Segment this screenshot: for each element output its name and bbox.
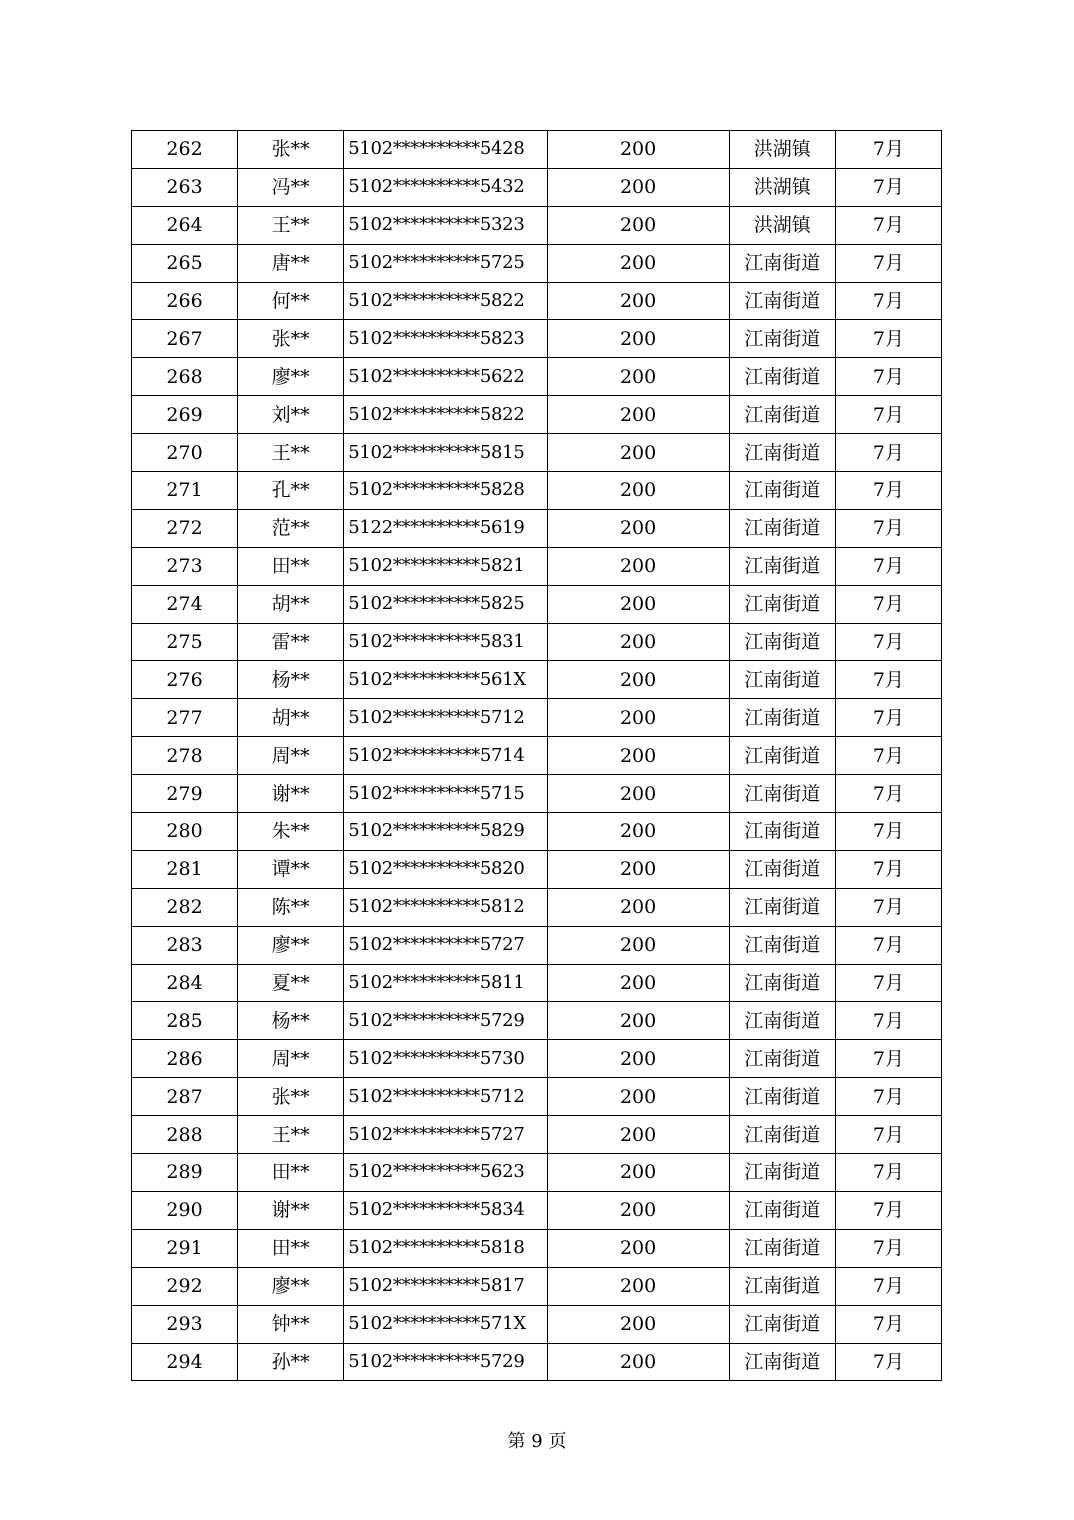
- id-number-cell: 5102**********5623: [344, 1154, 547, 1192]
- month-cell: 7月: [835, 168, 941, 206]
- table-row: [132, 472, 942, 510]
- id-number-cell: 5102**********5727: [344, 1116, 547, 1154]
- row-number-cell: 289: [132, 1154, 238, 1192]
- name-cell: 谢**: [238, 1191, 344, 1229]
- name-cell: 谢**: [238, 775, 344, 813]
- month-cell: 7月: [835, 434, 941, 472]
- name-cell: 唐**: [238, 244, 344, 282]
- name-cell: 廖**: [238, 926, 344, 964]
- id-number-cell: 5102**********5725: [344, 244, 547, 282]
- table-row: [132, 547, 942, 585]
- id-number-cell: 5102**********5812: [344, 888, 547, 926]
- amount-cell: 200: [547, 699, 729, 737]
- row-number-cell: 278: [132, 737, 238, 775]
- row-number-cell: 275: [132, 623, 238, 661]
- name-cell: 张**: [238, 131, 344, 169]
- month-cell: 7月: [835, 850, 941, 888]
- area-cell: 江南街道: [729, 320, 835, 358]
- table-row: [132, 813, 942, 851]
- name-cell: 廖**: [238, 358, 344, 396]
- row-number-cell: 293: [132, 1305, 238, 1343]
- name-cell: 田**: [238, 1154, 344, 1192]
- row-number-cell: 292: [132, 1267, 238, 1305]
- month-cell: 7月: [835, 888, 941, 926]
- row-number-cell: 291: [132, 1229, 238, 1267]
- table-row: [132, 850, 942, 888]
- amount-cell: 200: [547, 320, 729, 358]
- row-number-cell: 262: [132, 131, 238, 169]
- amount-cell: 200: [547, 737, 729, 775]
- amount-cell: 200: [547, 1154, 729, 1192]
- amount-cell: 200: [547, 888, 729, 926]
- amount-cell: 200: [547, 775, 729, 813]
- area-cell: 江南街道: [729, 1305, 835, 1343]
- month-cell: 7月: [835, 472, 941, 510]
- month-cell: 7月: [835, 358, 941, 396]
- row-number-cell: 279: [132, 775, 238, 813]
- month-cell: 7月: [835, 964, 941, 1002]
- month-cell: 7月: [835, 1116, 941, 1154]
- amount-cell: 200: [547, 661, 729, 699]
- table-row: [132, 131, 942, 169]
- area-cell: 江南街道: [729, 472, 835, 510]
- name-cell: 田**: [238, 547, 344, 585]
- id-number-cell: 5102**********5822: [344, 396, 547, 434]
- id-number-cell: 5102**********5811: [344, 964, 547, 1002]
- row-number-cell: 263: [132, 168, 238, 206]
- amount-cell: 200: [547, 1191, 729, 1229]
- area-cell: 江南街道: [729, 775, 835, 813]
- name-cell: 王**: [238, 1116, 344, 1154]
- area-cell: 江南街道: [729, 585, 835, 623]
- amount-cell: 200: [547, 1343, 729, 1381]
- name-cell: 谭**: [238, 850, 344, 888]
- id-number-cell: 5102**********5829: [344, 813, 547, 851]
- month-cell: 7月: [835, 1343, 941, 1381]
- id-number-cell: 5102**********5727: [344, 926, 547, 964]
- id-number-cell: 5102**********561X: [344, 661, 547, 699]
- name-cell: 刘**: [238, 396, 344, 434]
- id-number-cell: 5102**********5712: [344, 699, 547, 737]
- row-number-cell: 282: [132, 888, 238, 926]
- table-row: [132, 699, 942, 737]
- amount-cell: 200: [547, 434, 729, 472]
- roster-table: [131, 130, 942, 1381]
- amount-cell: 200: [547, 206, 729, 244]
- id-number-cell: 5102**********5714: [344, 737, 547, 775]
- roster-table-body: [132, 131, 942, 1381]
- area-cell: 江南街道: [729, 1002, 835, 1040]
- month-cell: 7月: [835, 1078, 941, 1116]
- area-cell: 江南街道: [729, 244, 835, 282]
- row-number-cell: 290: [132, 1191, 238, 1229]
- table-row: [132, 509, 942, 547]
- area-cell: 江南街道: [729, 509, 835, 547]
- table-row: [132, 168, 942, 206]
- row-number-cell: 272: [132, 509, 238, 547]
- name-cell: 杨**: [238, 661, 344, 699]
- month-cell: 7月: [835, 320, 941, 358]
- month-cell: 7月: [835, 282, 941, 320]
- month-cell: 7月: [835, 775, 941, 813]
- amount-cell: 200: [547, 1078, 729, 1116]
- name-cell: 田**: [238, 1229, 344, 1267]
- area-cell: 江南街道: [729, 1078, 835, 1116]
- id-number-cell: 5102**********5715: [344, 775, 547, 813]
- area-cell: 江南街道: [729, 282, 835, 320]
- table-row: [132, 358, 942, 396]
- name-cell: 夏**: [238, 964, 344, 1002]
- name-cell: 范**: [238, 509, 344, 547]
- area-cell: 江南街道: [729, 1154, 835, 1192]
- row-number-cell: 271: [132, 472, 238, 510]
- id-number-cell: 5102**********5730: [344, 1040, 547, 1078]
- area-cell: 江南街道: [729, 850, 835, 888]
- month-cell: 7月: [835, 1154, 941, 1192]
- amount-cell: 200: [547, 1305, 729, 1343]
- id-number-cell: 5102**********5432: [344, 168, 547, 206]
- name-cell: 王**: [238, 206, 344, 244]
- amount-cell: 200: [547, 964, 729, 1002]
- table-row: [132, 964, 942, 1002]
- id-number-cell: 5102**********571X: [344, 1305, 547, 1343]
- row-number-cell: 274: [132, 585, 238, 623]
- area-cell: 江南街道: [729, 1040, 835, 1078]
- table-row: [132, 244, 942, 282]
- amount-cell: 200: [547, 131, 729, 169]
- table-row: [132, 320, 942, 358]
- table-row: [132, 1154, 942, 1192]
- month-cell: 7月: [835, 661, 941, 699]
- name-cell: 朱**: [238, 813, 344, 851]
- area-cell: 江南街道: [729, 661, 835, 699]
- id-number-cell: 5102**********5712: [344, 1078, 547, 1116]
- amount-cell: 200: [547, 1229, 729, 1267]
- table-row: [132, 1040, 942, 1078]
- row-number-cell: 276: [132, 661, 238, 699]
- table-row: [132, 434, 942, 472]
- area-cell: 江南街道: [729, 1267, 835, 1305]
- amount-cell: 200: [547, 1116, 729, 1154]
- id-number-cell: 5122**********5619: [344, 509, 547, 547]
- table-row: [132, 206, 942, 244]
- name-cell: 张**: [238, 320, 344, 358]
- name-cell: 王**: [238, 434, 344, 472]
- amount-cell: 200: [547, 472, 729, 510]
- id-number-cell: 5102**********5820: [344, 850, 547, 888]
- name-cell: 周**: [238, 737, 344, 775]
- table-row: [132, 888, 942, 926]
- table-row: [132, 1229, 942, 1267]
- id-number-cell: 5102**********5323: [344, 206, 547, 244]
- area-cell: 江南街道: [729, 926, 835, 964]
- id-number-cell: 5102**********5622: [344, 358, 547, 396]
- amount-cell: 200: [547, 585, 729, 623]
- area-cell: 江南街道: [729, 1116, 835, 1154]
- name-cell: 胡**: [238, 699, 344, 737]
- area-cell: 江南街道: [729, 888, 835, 926]
- id-number-cell: 5102**********5729: [344, 1343, 547, 1381]
- table-row: [132, 1305, 942, 1343]
- month-cell: 7月: [835, 1040, 941, 1078]
- table-row: [132, 623, 942, 661]
- month-cell: 7月: [835, 1191, 941, 1229]
- row-number-cell: 281: [132, 850, 238, 888]
- amount-cell: 200: [547, 244, 729, 282]
- month-cell: 7月: [835, 623, 941, 661]
- row-number-cell: 294: [132, 1343, 238, 1381]
- row-number-cell: 288: [132, 1116, 238, 1154]
- name-cell: 周**: [238, 1040, 344, 1078]
- month-cell: 7月: [835, 1229, 941, 1267]
- amount-cell: 200: [547, 1002, 729, 1040]
- month-cell: 7月: [835, 585, 941, 623]
- month-cell: 7月: [835, 926, 941, 964]
- row-number-cell: 269: [132, 396, 238, 434]
- month-cell: 7月: [835, 699, 941, 737]
- area-cell: 洪湖镇: [729, 206, 835, 244]
- table-row: [132, 1002, 942, 1040]
- row-number-cell: 267: [132, 320, 238, 358]
- row-number-cell: 287: [132, 1078, 238, 1116]
- month-cell: 7月: [835, 396, 941, 434]
- table-row: [132, 1343, 942, 1381]
- amount-cell: 200: [547, 509, 729, 547]
- area-cell: 洪湖镇: [729, 168, 835, 206]
- area-cell: 江南街道: [729, 358, 835, 396]
- id-number-cell: 5102**********5729: [344, 1002, 547, 1040]
- row-number-cell: 286: [132, 1040, 238, 1078]
- table-row: [132, 775, 942, 813]
- amount-cell: 200: [547, 168, 729, 206]
- area-cell: 江南街道: [729, 699, 835, 737]
- id-number-cell: 5102**********5428: [344, 131, 547, 169]
- amount-cell: 200: [547, 358, 729, 396]
- row-number-cell: 266: [132, 282, 238, 320]
- table-row: [132, 585, 942, 623]
- name-cell: 张**: [238, 1078, 344, 1116]
- id-number-cell: 5102**********5822: [344, 282, 547, 320]
- table-row: [132, 396, 942, 434]
- page-number: 第 9 页: [507, 1431, 567, 1452]
- table-row: [132, 1078, 942, 1116]
- id-number-cell: 5102**********5831: [344, 623, 547, 661]
- id-number-cell: 5102**********5815: [344, 434, 547, 472]
- month-cell: 7月: [835, 131, 941, 169]
- id-number-cell: 5102**********5823: [344, 320, 547, 358]
- amount-cell: 200: [547, 1267, 729, 1305]
- amount-cell: 200: [547, 396, 729, 434]
- area-cell: 江南街道: [729, 1229, 835, 1267]
- name-cell: 雷**: [238, 623, 344, 661]
- area-cell: 江南街道: [729, 964, 835, 1002]
- id-number-cell: 5102**********5828: [344, 472, 547, 510]
- name-cell: 钟**: [238, 1305, 344, 1343]
- amount-cell: 200: [547, 813, 729, 851]
- amount-cell: 200: [547, 926, 729, 964]
- row-number-cell: 273: [132, 547, 238, 585]
- id-number-cell: 5102**********5825: [344, 585, 547, 623]
- name-cell: 杨**: [238, 1002, 344, 1040]
- area-cell: 江南街道: [729, 1343, 835, 1381]
- name-cell: 廖**: [238, 1267, 344, 1305]
- name-cell: 冯**: [238, 168, 344, 206]
- month-cell: 7月: [835, 547, 941, 585]
- month-cell: 7月: [835, 509, 941, 547]
- amount-cell: 200: [547, 1040, 729, 1078]
- table-row: [132, 737, 942, 775]
- area-cell: 江南街道: [729, 434, 835, 472]
- area-cell: 江南街道: [729, 737, 835, 775]
- area-cell: 江南街道: [729, 396, 835, 434]
- area-cell: 江南街道: [729, 623, 835, 661]
- month-cell: 7月: [835, 813, 941, 851]
- row-number-cell: 270: [132, 434, 238, 472]
- table-row: [132, 1267, 942, 1305]
- id-number-cell: 5102**********5834: [344, 1191, 547, 1229]
- row-number-cell: 264: [132, 206, 238, 244]
- month-cell: 7月: [835, 737, 941, 775]
- row-number-cell: 284: [132, 964, 238, 1002]
- name-cell: 陈**: [238, 888, 344, 926]
- amount-cell: 200: [547, 850, 729, 888]
- row-number-cell: 268: [132, 358, 238, 396]
- amount-cell: 200: [547, 282, 729, 320]
- id-number-cell: 5102**********5818: [344, 1229, 547, 1267]
- area-cell: 洪湖镇: [729, 131, 835, 169]
- table-row: [132, 661, 942, 699]
- month-cell: 7月: [835, 1267, 941, 1305]
- row-number-cell: 283: [132, 926, 238, 964]
- area-cell: 江南街道: [729, 813, 835, 851]
- month-cell: 7月: [835, 206, 941, 244]
- name-cell: 何**: [238, 282, 344, 320]
- amount-cell: 200: [547, 547, 729, 585]
- table-row: [132, 926, 942, 964]
- month-cell: 7月: [835, 1305, 941, 1343]
- row-number-cell: 265: [132, 244, 238, 282]
- month-cell: 7月: [835, 244, 941, 282]
- table-row: [132, 282, 942, 320]
- name-cell: 孔**: [238, 472, 344, 510]
- area-cell: 江南街道: [729, 1191, 835, 1229]
- row-number-cell: 285: [132, 1002, 238, 1040]
- name-cell: 孙**: [238, 1343, 344, 1381]
- table-row: [132, 1191, 942, 1229]
- month-cell: 7月: [835, 1002, 941, 1040]
- table-row: [132, 1116, 942, 1154]
- id-number-cell: 5102**********5817: [344, 1267, 547, 1305]
- area-cell: 江南街道: [729, 547, 835, 585]
- amount-cell: 200: [547, 623, 729, 661]
- row-number-cell: 277: [132, 699, 238, 737]
- id-number-cell: 5102**********5821: [344, 547, 547, 585]
- name-cell: 胡**: [238, 585, 344, 623]
- row-number-cell: 280: [132, 813, 238, 851]
